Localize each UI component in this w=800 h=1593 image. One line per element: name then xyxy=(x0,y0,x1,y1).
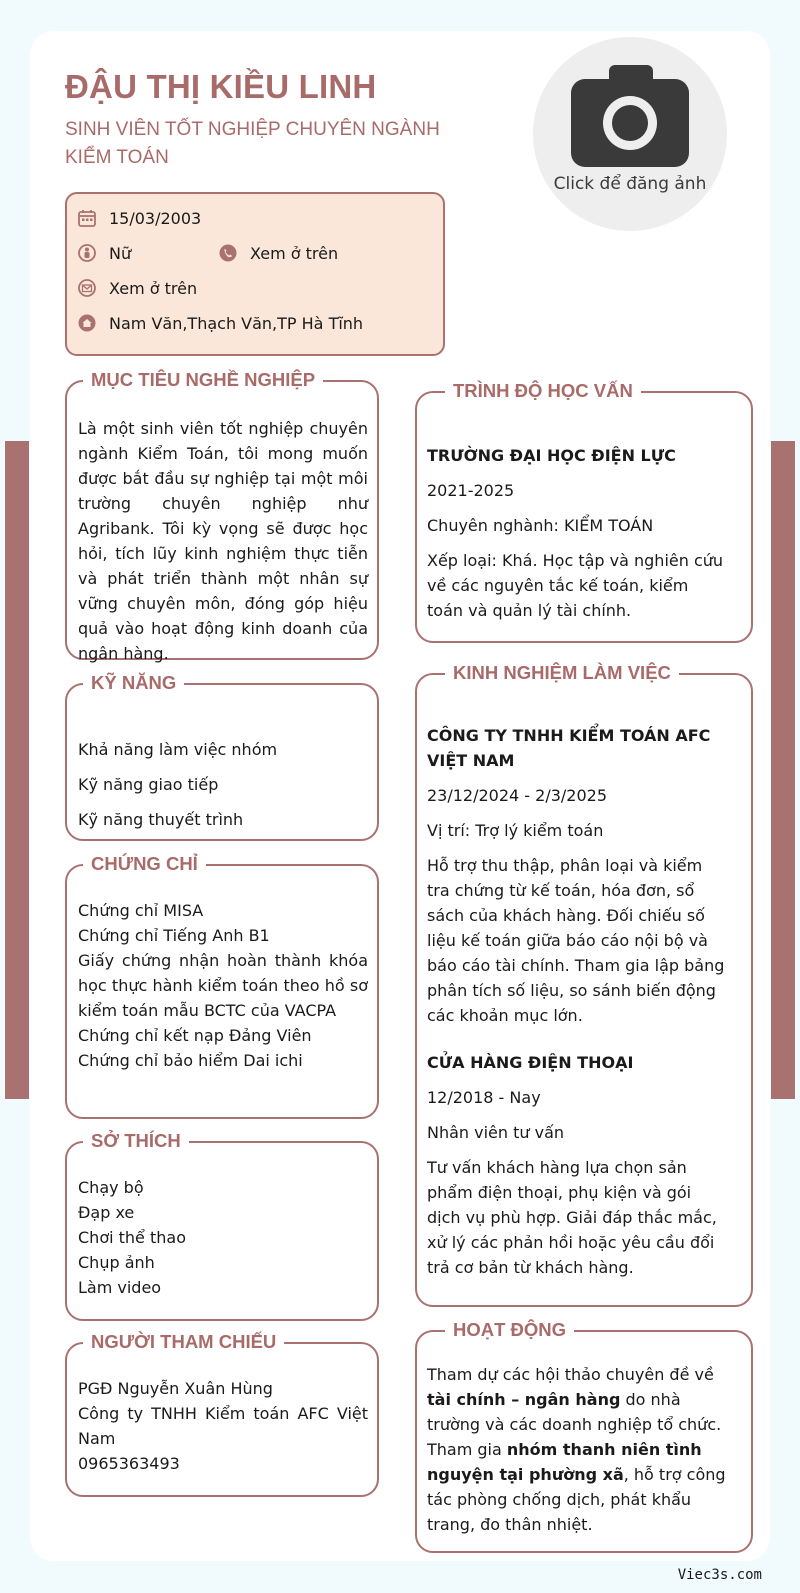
gender-value: Nữ xyxy=(109,243,132,263)
reference-details xyxy=(78,1376,368,1476)
education-period: 2021-2025 xyxy=(427,481,515,500)
camera-icon xyxy=(571,65,689,167)
info-address xyxy=(77,313,363,333)
birthday-value: 15/03/2003 xyxy=(109,208,202,228)
activities-text xyxy=(427,1362,727,1537)
info-birthday xyxy=(77,208,201,228)
objective-section xyxy=(65,369,379,663)
certificates-list xyxy=(78,898,368,1073)
hobbies-section xyxy=(65,1130,379,1321)
job-company: CỬA HÀNG ĐIỆN THOẠI xyxy=(427,1053,634,1072)
skills-title: KỸ NĂNG xyxy=(83,671,184,695)
activities-section xyxy=(415,1319,753,1553)
skills-list xyxy=(78,732,368,837)
skill-item: Kỹ năng giao tiếp xyxy=(78,775,219,794)
certificate-item: Chứng chỉ bảo hiểm Dai ichi xyxy=(78,1051,303,1070)
phone-icon xyxy=(218,243,238,263)
photo-caption: Click để đăng ảnh xyxy=(553,174,707,194)
activity-item: Tham gia nhóm thanh niên tình nguyện tại phường xã, hỗ trợ công tác phòng chống dịch, phát khẩu trang, đo thân nhiệt. xyxy=(427,1440,726,1534)
job-position: Vị trí: Trợ lý kiểm toán xyxy=(427,821,604,840)
education-details xyxy=(427,443,727,623)
reference-name: PGĐ Nguyễn Xuân Hùng xyxy=(78,1379,273,1398)
certificates-section xyxy=(65,853,379,1119)
reference-phone: 0965363493 xyxy=(78,1454,180,1473)
info-gender xyxy=(77,243,131,263)
calendar-icon xyxy=(77,208,97,228)
job-position: Nhân viên tư vấn xyxy=(427,1123,565,1142)
reference-company: Công ty TNHH Kiểm toán AFC Việt Nam xyxy=(78,1404,368,1448)
job-company: CÔNG TY TNHH KIỂM TOÁN AFC VIỆT NAM xyxy=(427,726,711,770)
info-email xyxy=(77,278,197,298)
education-title: TRÌNH ĐỘ HỌC VẤN xyxy=(445,379,641,403)
envelope-icon xyxy=(77,278,97,298)
objective-title: MỤC TIÊU NGHỀ NGHIỆP xyxy=(83,368,323,392)
reference-title: NGƯỜI THAM CHIẾU xyxy=(83,1330,284,1354)
hobby-item: Đạp xe xyxy=(78,1203,135,1222)
email-value: Xem ở trên xyxy=(109,278,198,298)
certificate-item: Chứng chỉ kết nạp Đảng Viên xyxy=(78,1026,312,1045)
education-description: Xếp loại: Khá. Học tập và nghiên cứu về các nguyên tắc kế toán, kiểm toán và quản lý tài chính. xyxy=(427,551,724,620)
right-accent-bar xyxy=(771,441,795,1099)
photo-upload[interactable] xyxy=(533,37,727,231)
education-major: Chuyên nghành: KIỂM TOÁN xyxy=(427,516,654,535)
phone-value: Xem ở trên xyxy=(250,243,339,263)
skill-item: Kỹ năng thuyết trình xyxy=(78,810,244,829)
hobby-item: Làm video xyxy=(78,1278,162,1297)
address-value: Nam Văn,Thạch Văn,TP Hà Tĩnh xyxy=(109,313,364,333)
education-section xyxy=(415,380,753,643)
certificate-item: Giấy chứng nhận hoàn thành khóa học thực hành kiểm toán theo hồ sơ kiểm toán mẫu BCTC của VACPA xyxy=(78,951,368,1020)
experience-title: KINH NGHIỆM LÀM VIỆC xyxy=(445,661,679,685)
experience-item xyxy=(427,723,727,1028)
hobby-item: Chụp ảnh xyxy=(78,1253,155,1272)
job-period: 23/12/2024 - 2/3/2025 xyxy=(427,786,608,805)
candidate-title: SINH VIÊN TỐT NGHIỆP CHUYÊN NGÀNH KIỂM TOÁN xyxy=(65,119,440,168)
gender-icon xyxy=(77,243,97,263)
activities-title: HOẠT ĐỘNG xyxy=(445,1318,574,1342)
school-name: TRƯỜNG ĐẠI HỌC ĐIỆN LỰC xyxy=(427,446,676,465)
activity-item: Tham dự các hội thảo chuyên đề về tài chính – ngân hàng do nhà trường và các doanh nghiệp tổ chức. xyxy=(427,1365,722,1434)
skills-section xyxy=(65,672,379,841)
job-description: Tư vấn khách hàng lựa chọn sản phẩm điện thoại, phụ kiện và gói dịch vụ phù hợp. Giải đáp thắc mắc, xử lý các phản hồi hoặc yêu cầu đổi trả cơ bản từ khách hàng. xyxy=(427,1158,717,1277)
left-accent-bar xyxy=(5,441,29,1099)
job-description: Hỗ trợ thu thập, phân loại và kiểm tra chứng từ kế toán, hóa đơn, sổ sách của khách hàng. Đối chiếu số liệu kế toán giữa báo cáo nội bộ và báo cáo tài chính. Tham gia lập bảng phân tích số liệu, so sánh biến động các khoản mục lớn. xyxy=(427,856,725,1025)
hobbies-title: SỞ THÍCH xyxy=(83,1129,189,1153)
hobby-item: Chơi thể thao xyxy=(78,1228,186,1247)
experience-item xyxy=(427,1050,727,1280)
job-period: 12/2018 - Nay xyxy=(427,1088,541,1107)
experience-section xyxy=(415,662,753,1307)
experience-list xyxy=(427,723,727,1280)
candidate-name: ĐẬU THỊ KIỀU LINH xyxy=(65,68,377,105)
hobbies-list xyxy=(78,1175,368,1300)
info-phone xyxy=(218,243,338,263)
certificates-title: CHỨNG CHỈ xyxy=(83,852,206,876)
certificate-item: Chứng chỉ MISA xyxy=(78,901,204,920)
personal-info-box xyxy=(65,192,445,356)
hobby-item: Chạy bộ xyxy=(78,1178,144,1197)
skill-item: Khả năng làm việc nhóm xyxy=(78,740,278,759)
reference-section xyxy=(65,1331,379,1497)
home-icon xyxy=(77,313,97,333)
objective-text: Là một sinh viên tốt nghiệp chuyên ngành Kiểm Toán, tôi mong muốn được bắt đầu sự nghiệp tại một môi trường chuyên nghiệp như Agribank. Tôi kỳ vọng sẽ được học hỏi, tích lũy kinh nghiệm thực tiễn và phát triển thành một nhân sự vững chuyên môn, đóng góp hiệu quả vào hoạt động kinh doanh của ngân hàng. xyxy=(78,419,368,663)
watermark: Viec3s.com xyxy=(677,1567,762,1583)
certificate-item: Chứng chỉ Tiếng Anh B1 xyxy=(78,926,270,945)
